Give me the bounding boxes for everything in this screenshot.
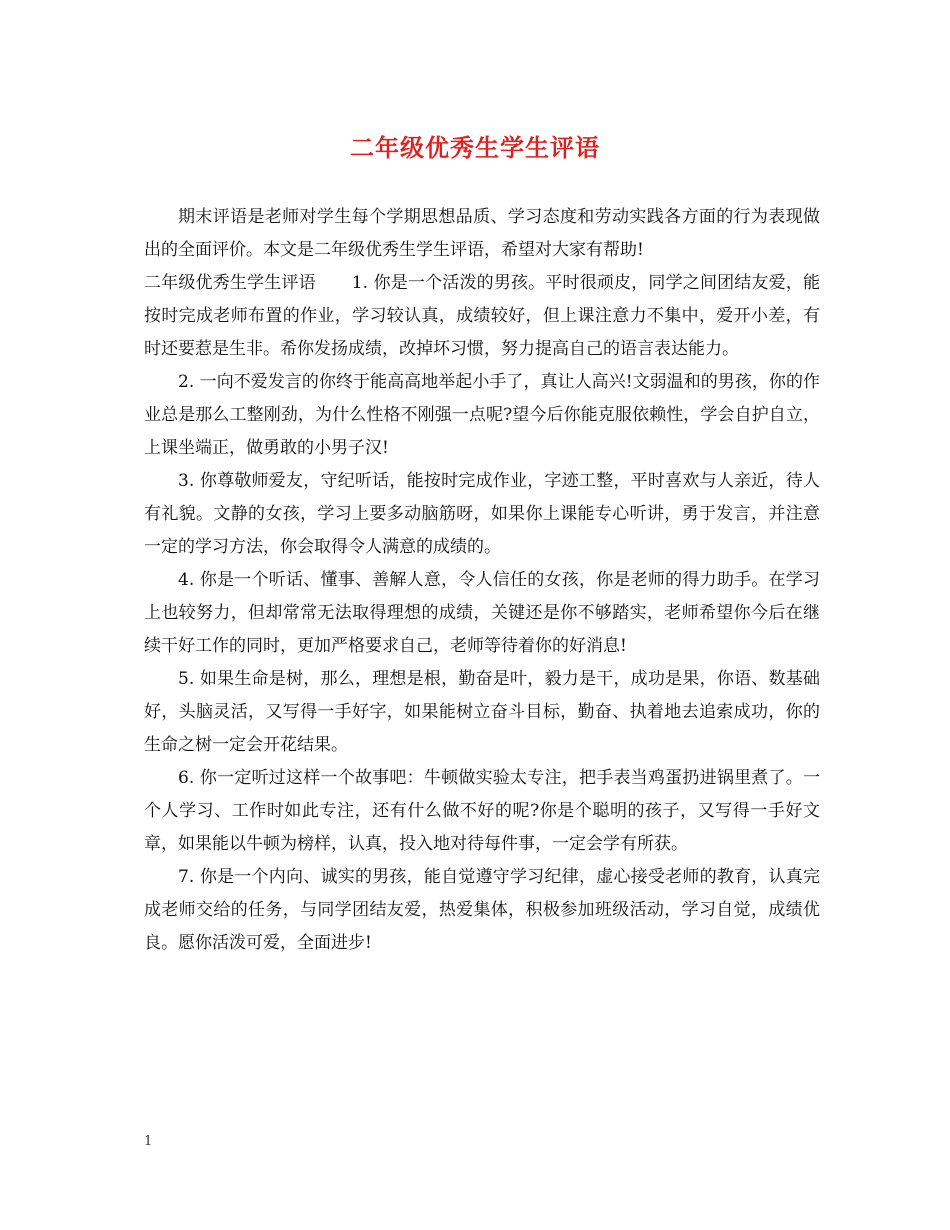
- item-paragraph-3: 3. 你尊敬师爱友，守纪听话，能按时完成作业，字迹工整，平时喜欢与人亲近，待人有礼貌。文静的女孩，学习上要多动脑筋呀，如果你上课能专心听讲，勇于发言，并注意一定的学习方法，你会取得令人满意的成绩的。: [144, 471, 820, 557]
- item-paragraph-1: [144, 267, 820, 366]
- item-paragraph-4: 4. 你是一个听话、懂事、善解人意，令人信任的女孩，你是老师的得力助手。在学习上也较努力，但却常常无法取得理想的成绩，关键还是你不够踏实，老师希望你今后在继续干好工作的同时，更加严格要求自己，老师等待着你的好消息!: [144, 570, 820, 656]
- item-paragraph-7: 7. 你是一个内向、诚实的男孩，能自觉遵守学习纪律，虚心接受老师的教育，认真完成老师交给的任务，与同学团结友爱，热爱集体，积极参加班级活动，学习自觉，成绩优良。愿你活泼可爱，全面进步!: [144, 867, 820, 953]
- item-paragraph-5: 5. 如果生命是树，那么，理想是根，勤奋是叶，毅力是干，成功是果，你语、数基础好，头脑灵活，又写得一手好字，如果能树立奋斗目标，勤奋、执着地去追索成功，你的生命之树一定会开花结果。: [144, 669, 820, 755]
- document-title: 二年级优秀生学生评语: [350, 133, 600, 162]
- intro-paragraph: 期末评语是老师对学生每个学期思想品质、学习态度和劳动实践各方面的行为表现做出的全面评价。本文是二年级优秀生学生评语，希望对大家有帮助!: [144, 207, 820, 260]
- section-heading: 二年级优秀生学生评语: [144, 273, 316, 293]
- item-text-1: 1. 你是一个活泼的男孩。平时很顽皮，同学之间团结友爱，能按时完成老师布置的作业，学习较认真，成绩较好，但上课注意力不集中，爱开小差，有时还要惹是生非。希你发扬成绩，改掉坏习惯，努力提高自己的语言表达能力。: [144, 273, 821, 359]
- page-number: 1: [144, 1134, 153, 1149]
- item-paragraph-2: 2. 一向不爱发言的你终于能高高地举起小手了，真让人高兴!文弱温和的男孩，你的作业总是那么工整刚劲，为什么性格不刚强一点呢?望今后你能克服依赖性，学会自护自立，上课坐端正，做勇敢的小男子汉!: [144, 372, 820, 458]
- item-paragraph-6: 6. 你一定听过这样一个故事吧：牛顿做实验太专注，把手表当鸡蛋扔进锅里煮了。一个人学习、工作时如此专注，还有什么做不好的呢?你是个聪明的孩子，又写得一手好文章，如果能以牛顿为榜样，认真，投入地对待每件事，一定会学有所获。: [144, 768, 820, 854]
- document-body: [144, 201, 820, 960]
